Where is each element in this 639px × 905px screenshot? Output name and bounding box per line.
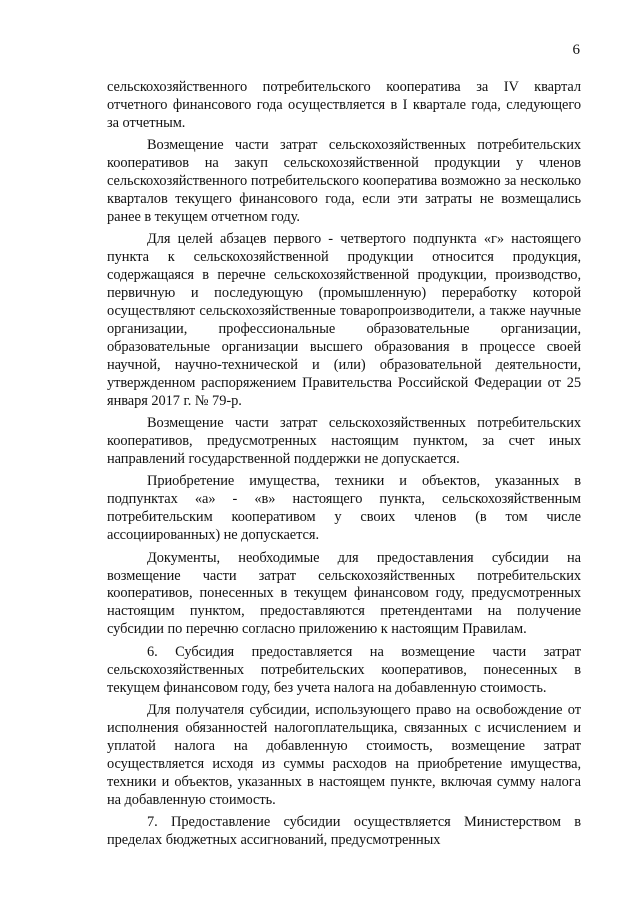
paragraph-item-6: 6. Субсидия предоставляется на возмещение части затрат сельскохозяйственных потребительских кооперативов, понесенных в текущем финансовом году, без учета налога на добавленную стоимость. [107,643,581,696]
paragraph-continuation: сельскохозяйственного потребительского кооператива за IV квартал отчетного финансового года осуществляется в I квартале года, следующего за отчетным. [107,79,581,131]
paragraph-member-purchase-ban: Приобретение имущества, техники и объектов, указанных в подпунктах «а» - «в» настоящего пункта, сельскохозяйственным потребительским кооперативом у своих членов (в том числе ассоциированных) не допускается. [107,473,581,544]
paragraph-purchase-reimbursement: Возмещение части затрат сельскохозяйственных потребительских кооперативов на закуп сельскохозяйственной продукции у членов сельскохозяйственного потребительского кооператива возможно за несколько кварталов текущего финансового года, если эти затраты не возмещались ранее в текущем отчетном году. [107,137,581,225]
paragraph-product-definition: Для целей абзацев первого - четвертого подпункта «г» настоящего пункта к сельскохозяйственной продукции относится продукция, содержащаяся в перечне сельскохозяйственной продукции, производство, первичную и последующую (промышленную) переработку которой осуществляют сельскохозяйственные товаропроизводители, а также научные организации, профессиональные образовательные организации, образовательные организации высшего образования в процессе своей научной, научно-технической и (или) образовательной деятельности, утвержденном распоряжением Правительства Российской Федерации от 25 января 2017 г. № 79-р. [107,231,581,409]
paragraph-no-double-support: Возмещение части затрат сельскохозяйственных потребительских кооперативов, предусмотренных настоящим пунктом, за счет иных направлений государственной поддержки не допускается. [107,415,581,467]
paragraph-vat-exemption: Для получателя субсидии, использующего право на освобождение от исполнения обязанностей налогоплательщика, связанных с исчислением и уплатой налога на добавленную стоимость, возмещение затрат осуществляется исходя из суммы расходов на приобретение имущества, техники и объектов, указанных в настоящем пункте, включая сумму налога на добавленную стоимость. [107,702,581,808]
document-body [107,79,581,850]
page-number: 6 [572,42,580,58]
paragraph-required-documents: Документы, необходимые для предоставления субсидии на возмещение части затрат сельскохозяйственных потребительских кооперативов, понесенных в текущем финансовом году, предусмотренных настоящим пунктом, предоставляются претендентами на получение субсидии по перечню согласно приложению к настоящим Правилам. [107,549,581,638]
paragraph-item-7: 7. Предоставление субсидии осуществляется Министерством в пределах бюджетных ассигнований, предусмотренных [107,814,581,848]
